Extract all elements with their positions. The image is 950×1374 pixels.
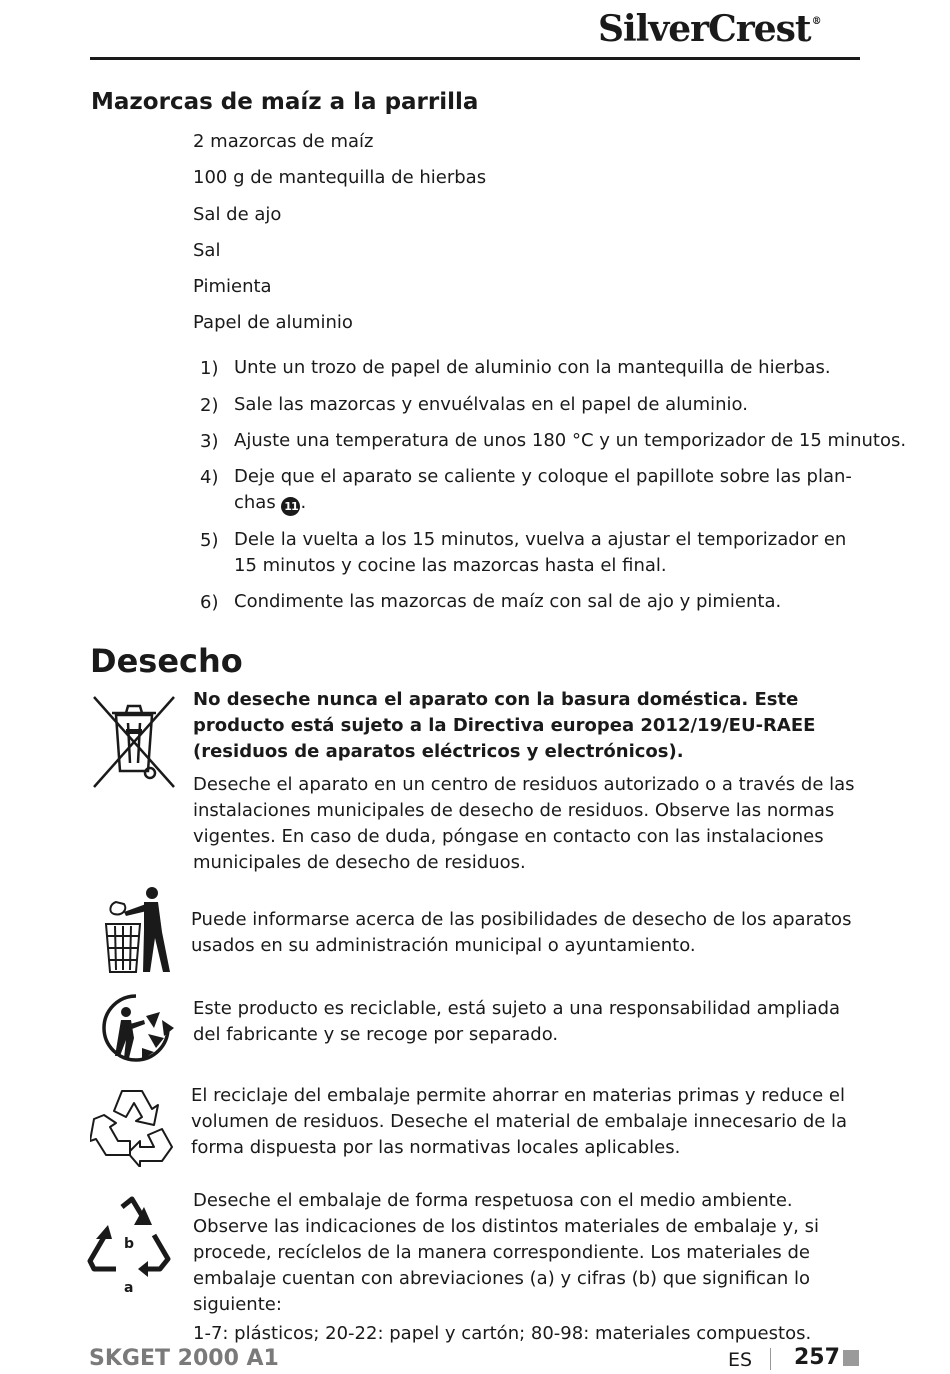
weee-warning: No deseche nunca el aparato con la basura doméstica. Este producto está sujeto a la Directiva europea 2012/19/EU-RAEE (residuos de aparatos eléctricos y electrónicos). — [193, 689, 816, 762]
recycle-arrows-icon — [90, 1085, 176, 1167]
municipal-disposal-text: Puede informarse acerca de las posibilidades de desecho de los aparatos usados en su administración municipal o ayuntamiento. — [191, 909, 852, 956]
triman-icon — [96, 990, 176, 1068]
packaging-line: 1-7: plásticos; 20-22: papel y cartón; 80-98: materiales compuestos. — [193, 1323, 812, 1344]
section-title: Desecho — [90, 642, 243, 680]
ingredient-item: Sal de ajo — [193, 204, 282, 225]
step-text-line: 15 minutos y cocine las mazorcas hasta el final. — [234, 555, 667, 576]
footer-separator — [770, 1348, 771, 1370]
recycle-triangle-icon — [86, 1195, 176, 1295]
brand-logo: SilverCrest® — [598, 8, 821, 50]
step-number: 5) — [200, 530, 219, 551]
packaging-disposal-text — [193, 1188, 863, 1347]
packaging-line: Observe las indicaciones de los distintos materiales de embalaje y, si procede, recíclelos de la manera correspondiente. Los materiales de embalaje cuentan con abreviaciones (a) y cifras (b) que significan lo siguiente: — [193, 1216, 819, 1315]
packaging-recycling-text: El reciclaje del embalaje permite ahorrar en materias primas y reduce el volumen de residuos. Deseche el material de embalaje innecesario de la forma dispuesta por las normativas locales aplicables. — [191, 1085, 848, 1158]
symbol-label-a: a — [124, 1280, 134, 1295]
symbol-label-b: b — [124, 1236, 135, 1252]
footer-model: SKGET 2000 A1 — [89, 1346, 279, 1371]
recipe-title: Mazorcas de maíz a la parrilla — [91, 89, 479, 115]
page-marker — [843, 1350, 859, 1366]
crossed-bin-icon — [90, 693, 178, 791]
step-text-line: chas 11 . — [234, 490, 864, 516]
step-text: Sale las mazorcas y envuélvalas en el papel de aluminio. — [234, 394, 748, 415]
ingredient-item: Sal — [193, 240, 221, 261]
footer-language: ES — [728, 1349, 753, 1371]
step-text: Ajuste una temperatura de unos 180 °C y un temporizador de 15 minutos. — [234, 430, 907, 451]
weee-instructions: Deseche el aparato en un centro de residuos autorizado o a través de las instalaciones municipales de desecho de residuos. Observe las normas vigentes. En caso de duda, póngase en contacto con las instalaciones municipales de desecho de residuos. — [193, 774, 855, 873]
ingredient-item: Papel de aluminio — [193, 312, 353, 333]
triman-text: Este producto es reciclable, está sujeto a una responsabilidad ampliada del fabricante y se recoge por separado. — [193, 998, 841, 1045]
packaging-line: Deseche el embalaje de forma respetuosa con el medio ambiente. — [193, 1190, 793, 1211]
ingredient-item: 2 mazorcas de maíz — [193, 131, 374, 152]
step-text — [234, 464, 864, 516]
step-number: 4) — [200, 467, 219, 488]
ingredient-item: Pimienta — [193, 276, 272, 297]
part-reference-badge: 11 — [281, 497, 300, 516]
person-bin-icon — [100, 886, 176, 974]
header-rule — [90, 57, 860, 60]
step-number: 3) — [200, 431, 219, 452]
step-number: 6) — [200, 592, 219, 613]
step-text: Unte un trozo de papel de aluminio con la mantequilla de hierbas. — [234, 357, 831, 378]
step-text-line: Deje que el aparato se caliente y coloque el papillote sobre las plan- — [234, 466, 852, 487]
page-number: 257 — [794, 1345, 840, 1370]
step-text: Condimente las mazorcas de maíz con sal de ajo y pimienta. — [234, 591, 782, 612]
step-text-line: Dele la vuelta a los 15 minutos, vuelva a ajustar el temporizador en — [234, 529, 847, 550]
ingredient-item: 100 g de mantequilla de hierbas — [193, 167, 487, 188]
step-text — [234, 527, 864, 579]
step-number: 1) — [200, 358, 219, 379]
step-number: 2) — [200, 395, 219, 416]
